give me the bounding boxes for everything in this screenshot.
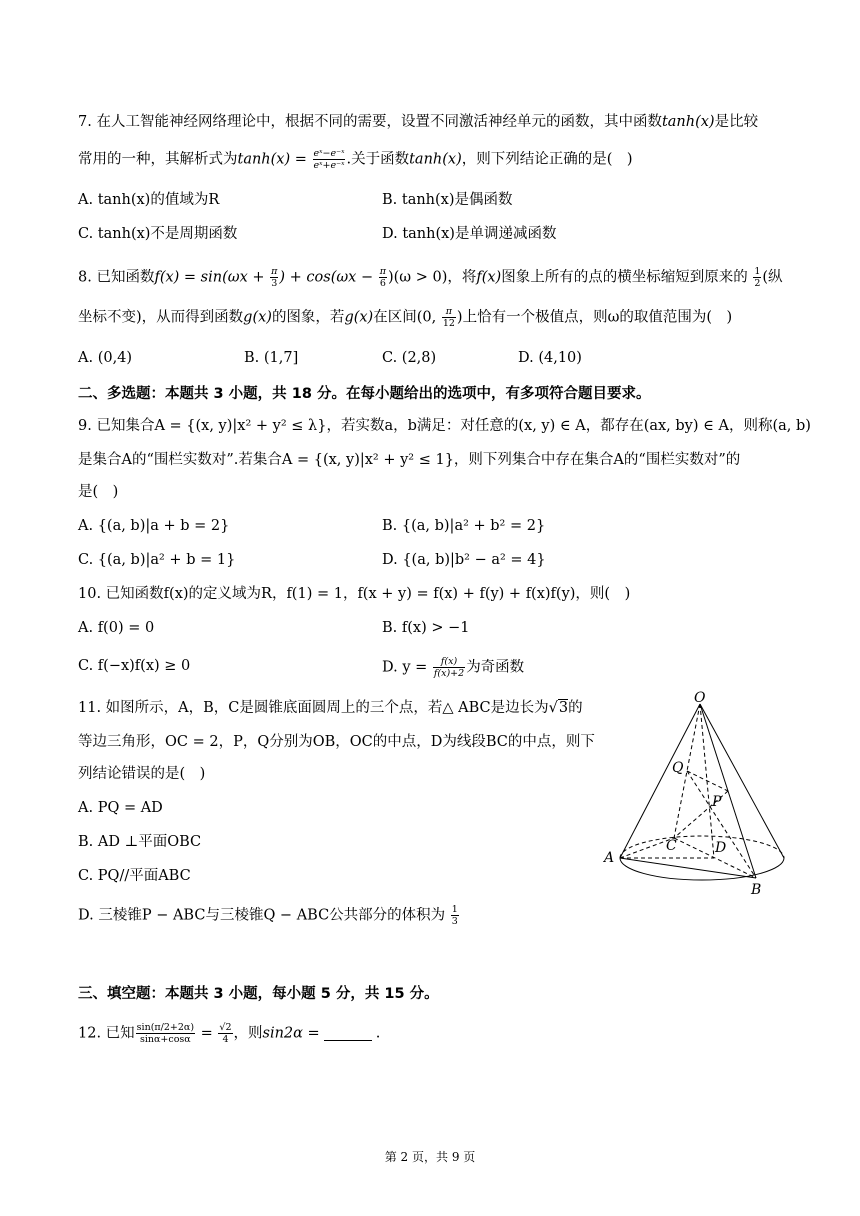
q12-rhs-fraction	[218, 1022, 232, 1045]
q7-eq: tanh(x) =	[237, 151, 307, 168]
q8-text-d: f(x)	[476, 269, 502, 286]
q11-option-c: C. PQ//平面ABC	[78, 868, 191, 884]
q8-gx: g(x)	[243, 309, 272, 326]
q8-fx: f(x) = sin(ωx +	[154, 269, 265, 286]
q11-d-fraction	[451, 904, 459, 927]
q8-text-a: 8. 已知函数	[78, 269, 155, 286]
q10-option-d	[382, 656, 524, 679]
q12-rhs-den: 4	[222, 1034, 229, 1045]
q8-text-i: 在区间(0,	[373, 309, 437, 326]
q10-d-fraction	[433, 656, 465, 679]
q11-option-a: A. PQ = AD	[78, 800, 163, 816]
q8-pi12-den: 12	[442, 318, 455, 329]
cone-base-back	[620, 836, 784, 858]
q11-d-den: 3	[451, 916, 458, 927]
q8-gx-2: g(x)	[344, 309, 374, 326]
label-Q: Q	[672, 760, 684, 776]
q8-half-num: 1	[754, 266, 761, 277]
q8-half-den: 2	[754, 278, 761, 289]
q10-d-den: f(x)+2	[433, 668, 465, 679]
q7-text-e: ，则下列结论正确的是( )	[461, 151, 633, 168]
q12-rhs-num: √2	[219, 1022, 232, 1033]
edge-AB	[620, 858, 756, 878]
cone-figure	[596, 690, 796, 900]
q11-d-text: D. 三棱锥P − ABC与三棱锥Q − ABC公共部分的体积为	[78, 907, 446, 924]
q8-line1	[78, 266, 783, 289]
q7-text: 7. 在人工智能神经网络理论中，根据不同的需要，设置不同激活神经单元的函数，其中函数	[78, 114, 662, 130]
label-B: B	[751, 882, 762, 898]
q12-eq: =	[200, 1025, 213, 1042]
q10-option-c: C. f(−x)f(x) ≥ 0	[78, 658, 191, 674]
q8-text-e: 图象上所有的点的横坐标缩短到原来的	[501, 269, 748, 286]
q7-frac-num: eˣ−e⁻ˣ	[313, 148, 345, 159]
section-3-heading: 三、填空题：本题共 3 小题，每小题 5 分，共 15 分。	[78, 986, 439, 1002]
q12-answer-blank[interactable]	[324, 1040, 372, 1041]
q11-sqrt3: 3	[558, 700, 569, 716]
q7-fraction	[313, 148, 346, 171]
q11-line2: 等边三角形，OC = 2，P，Q分别为OB，OC的中点，D为线段BC的中点，则下	[78, 734, 595, 750]
q12-num: sin(π/2+2α)	[136, 1022, 195, 1033]
q9-line3: 是( )	[78, 484, 119, 500]
q8-text-h: 的图象，若	[271, 309, 345, 326]
q10-d-text-a: D. y =	[382, 659, 428, 676]
q7-option-a: A. tanh(x)的值域为R	[78, 192, 220, 208]
q8-frac-half	[753, 266, 761, 289]
q8-frac-pi6	[379, 266, 387, 289]
label-A: A	[604, 850, 615, 866]
q10-line1: 10. 已知函数f(x)的定义域为R，f(1) = 1，f(x + y) = f(x) + f(y) + f(x)f(y)，则( )	[78, 586, 631, 602]
label-D: D	[715, 840, 727, 856]
q8-text-b: ) + cos(ωx −	[279, 269, 374, 286]
q11-text-b: 的	[568, 700, 583, 716]
q8-text-f: (纵	[762, 269, 783, 286]
q12-den: sinα+cosα	[139, 1034, 191, 1045]
q7-text-d: .关于函数	[346, 151, 410, 168]
q11-d-num: 1	[451, 904, 458, 915]
q11-option-d	[78, 904, 460, 927]
q8-line2	[78, 306, 732, 329]
q9-option-c: C. {(a, b)|a² + b = 1}	[78, 552, 236, 568]
q8-option-c: C. (2,8)	[382, 350, 437, 366]
q8-text-c: )(ω > 0)，将	[387, 269, 477, 286]
q12-suffix: .	[375, 1025, 381, 1042]
label-O: O	[694, 690, 706, 706]
q8-text-g: 坐标不变)，从而得到函数	[78, 309, 244, 326]
q7-fn-2: tanh(x)	[409, 151, 462, 168]
q7-line1	[78, 112, 758, 132]
q7-option-c: C. tanh(x)不是周期函数	[78, 226, 238, 242]
q10-d-text-b: 为奇函数	[466, 659, 525, 676]
q8-pi3-den: 3	[271, 278, 278, 289]
q7-fn: tanh(x)	[661, 114, 715, 130]
q10-option-a: A. f(0) = 0	[78, 620, 155, 636]
q9-option-d: D. {(a, b)|b² − a² = 4}	[382, 552, 546, 568]
q10-d-num: f(x)	[433, 656, 465, 668]
q12-prefix: 12. 已知	[78, 1025, 135, 1042]
q8-option-a: A. (0,4)	[78, 350, 133, 366]
q8-pi3-num: π	[271, 266, 278, 277]
q7-text-c: 常用的一种，其解析式为	[78, 151, 238, 168]
q8-option-d: D. (4,10)	[518, 350, 582, 366]
q8-frac-pi3	[270, 266, 278, 289]
q9-line1: 9. 已知集合A = {(x, y)|x² + y² ≤ λ}，若实数a，b满足：对任意的(x, y) ∈ A，都存在(ax, by) ∈ A，则称(a, b)	[78, 418, 811, 434]
q11-option-b: B. AD ⊥平面OBC	[78, 834, 202, 850]
q7-option-d: D. tanh(x)是单调递减函数	[382, 226, 557, 242]
q8-pi6-num: π	[379, 266, 386, 277]
q10-option-b: B. f(x) > −1	[382, 620, 470, 636]
q7-text-b: 是比较	[714, 114, 759, 130]
q7-line2	[78, 148, 633, 171]
q11-line1: 11. 如图所示，A，B，C是圆锥底面圆周上的三个点，若△ ABC是边长为√3的	[78, 700, 583, 716]
q8-option-b: B. (1,7]	[244, 350, 299, 366]
label-C: C	[666, 838, 677, 854]
q11-line3: 列结论错误的是( )	[78, 766, 206, 782]
q8-pi6-den: 6	[379, 278, 386, 289]
q12-fraction	[136, 1022, 195, 1045]
q12-line	[78, 1022, 380, 1045]
q9-option-a: A. {(a, b)|a + b = 2}	[78, 518, 230, 534]
page-footer: 第 2 页，共 9 页	[384, 1150, 476, 1164]
edge-OA	[620, 704, 700, 858]
q9-option-b: B. {(a, b)|a² + b² = 2}	[382, 518, 546, 534]
q9-line2: 是集合A的“围栏实数对”.若集合A = {(x, y)|x² + y² ≤ 1}，则下列集合中存在集合A的“围栏实数对”的	[78, 452, 741, 468]
q8-text-j: )上恰有一个极值点，则ω的取值范围为( )	[456, 309, 733, 326]
q12-mid: ，则	[233, 1025, 263, 1042]
q8-pi12-num: π	[442, 306, 456, 318]
q7-frac-den: eˣ+e⁻ˣ	[313, 160, 345, 171]
section-2-heading: 二、多选题：本题共 3 小题，共 18 分。在每小题给出的选项中，有多项符合题目要求。	[78, 386, 651, 402]
q7-option-b: B. tanh(x)是偶函数	[382, 192, 513, 208]
q11-text-a: 11. 如图所示，A，B，C是圆锥底面圆周上的三个点，若△ ABC是边长为	[78, 700, 549, 716]
q12-sin2a: sin2α =	[262, 1025, 320, 1042]
label-P: P	[712, 794, 722, 810]
q8-frac-pi12	[442, 306, 456, 329]
